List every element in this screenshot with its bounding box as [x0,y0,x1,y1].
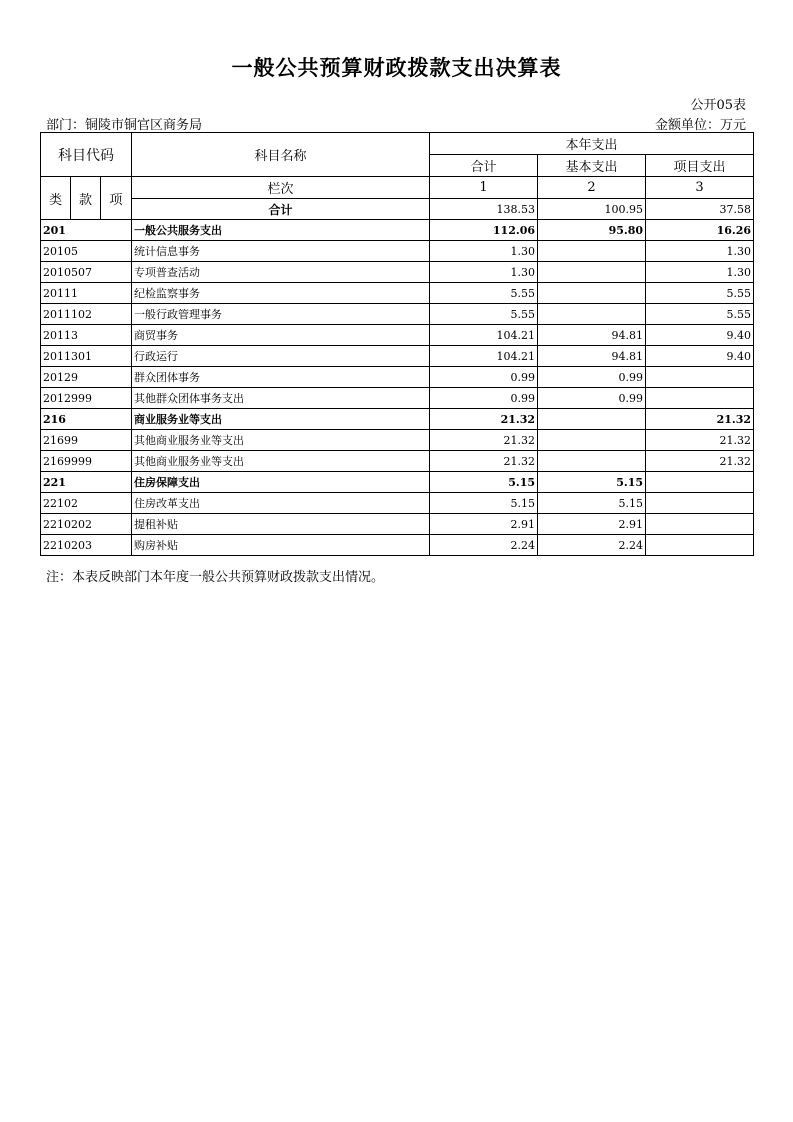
row-total: 1.30 [430,262,538,283]
total-amount: 138.53 [430,199,538,220]
row-total: 104.21 [430,325,538,346]
header-basic: 基本支出 [538,155,646,177]
row-code: 2010507 [41,262,132,283]
row-basic: 5.15 [538,472,646,493]
row-project [646,493,754,514]
table-row [41,325,754,346]
row-code: 21699 [41,430,132,451]
row-total: 2.24 [430,535,538,556]
row-total: 104.21 [430,346,538,367]
row-project: 21.32 [646,451,754,472]
row-basic: 2.91 [538,514,646,535]
row-basic: 0.99 [538,388,646,409]
row-project [646,514,754,535]
table-row [41,283,754,304]
total-label: 合计 [132,199,430,220]
row-project: 21.32 [646,409,754,430]
header-subject-name: 科目名称 [132,133,430,177]
header-subject-code: 科目代码 [41,133,132,177]
header-col3: 3 [646,177,754,199]
table-row [41,535,754,556]
row-name: 商业服务业等支出 [132,409,430,430]
table-row [41,304,754,325]
row-basic: 0.99 [538,367,646,388]
row-code: 2210203 [41,535,132,556]
row-basic: 5.15 [538,493,646,514]
unit-label: 金额单位：万元 [654,118,746,133]
row-total: 21.32 [430,409,538,430]
row-total: 0.99 [430,367,538,388]
footnote: 注：本表反映部门本年度一般公共预算财政拨款支出情况。 [46,570,385,585]
row-basic [538,304,646,325]
row-code: 2169999 [41,451,132,472]
header-kuan: 款 [71,177,101,220]
row-name: 其他群众团体事务支出 [132,388,430,409]
row-code: 22102 [41,493,132,514]
table-row [41,220,754,241]
row-project: 1.30 [646,262,754,283]
row-basic [538,430,646,451]
row-total: 5.15 [430,472,538,493]
row-project: 16.26 [646,220,754,241]
header-col2: 2 [538,177,646,199]
row-code: 2011301 [41,346,132,367]
row-total: 1.30 [430,241,538,262]
header-xiang: 项 [101,177,132,220]
department-label: 部门：铜陵市铜官区商务局 [46,118,203,133]
row-total: 112.06 [430,220,538,241]
table-row [41,451,754,472]
row-total: 0.99 [430,388,538,409]
row-code: 20113 [41,325,132,346]
header-lei: 类 [41,177,71,220]
header-project: 项目支出 [646,155,754,177]
row-code: 201 [41,220,132,241]
row-total: 2.91 [430,514,538,535]
row-project: 1.30 [646,241,754,262]
table-row [41,241,754,262]
header-current-year: 本年支出 [430,133,754,155]
row-total: 5.15 [430,493,538,514]
row-name: 购房补贴 [132,535,430,556]
row-name: 一般公共服务支出 [132,220,430,241]
row-project: 5.55 [646,304,754,325]
row-project: 5.55 [646,283,754,304]
row-basic [538,262,646,283]
table-row [41,472,754,493]
header-column-order: 栏次 [132,177,430,199]
table-row [41,262,754,283]
row-basic: 94.81 [538,346,646,367]
table-row [41,409,754,430]
table-row [41,388,754,409]
row-name: 其他商业服务业等支出 [132,451,430,472]
header-total: 合计 [430,155,538,177]
row-total: 5.55 [430,304,538,325]
row-project [646,367,754,388]
table-row [41,346,754,367]
row-code: 221 [41,472,132,493]
table-row [41,367,754,388]
row-name: 住房改革支出 [132,493,430,514]
row-name: 商贸事务 [132,325,430,346]
row-name: 群众团体事务 [132,367,430,388]
row-name: 专项普查活动 [132,262,430,283]
table-row [41,493,754,514]
row-code: 20105 [41,241,132,262]
total-basic: 100.95 [538,199,646,220]
row-project [646,535,754,556]
expenditure-table [40,132,754,556]
table-row [41,430,754,451]
row-name: 住房保障支出 [132,472,430,493]
row-code: 2011102 [41,304,132,325]
row-code: 216 [41,409,132,430]
header-col1: 1 [430,177,538,199]
row-basic [538,409,646,430]
row-code: 2012999 [41,388,132,409]
row-project [646,388,754,409]
row-project: 9.40 [646,325,754,346]
row-total: 21.32 [430,430,538,451]
row-name: 纪检监察事务 [132,283,430,304]
row-name: 行政运行 [132,346,430,367]
row-code: 2210202 [41,514,132,535]
row-name: 一般行政管理事务 [132,304,430,325]
row-name: 其他商业服务业等支出 [132,430,430,451]
row-basic [538,241,646,262]
page-title: 一般公共预算财政拨款支出决算表 [231,56,562,80]
row-basic [538,283,646,304]
row-name: 提租补贴 [132,514,430,535]
row-code: 20129 [41,367,132,388]
row-total: 5.55 [430,283,538,304]
row-basic: 2.24 [538,535,646,556]
table-row [41,514,754,535]
row-project: 21.32 [646,430,754,451]
row-code: 20111 [41,283,132,304]
total-project: 37.58 [646,199,754,220]
row-basic [538,451,646,472]
row-basic: 95.80 [538,220,646,241]
row-name: 统计信息事务 [132,241,430,262]
row-total: 21.32 [430,451,538,472]
row-project [646,472,754,493]
form-number: 公开05表 [690,98,746,113]
row-basic: 94.81 [538,325,646,346]
row-project: 9.40 [646,346,754,367]
